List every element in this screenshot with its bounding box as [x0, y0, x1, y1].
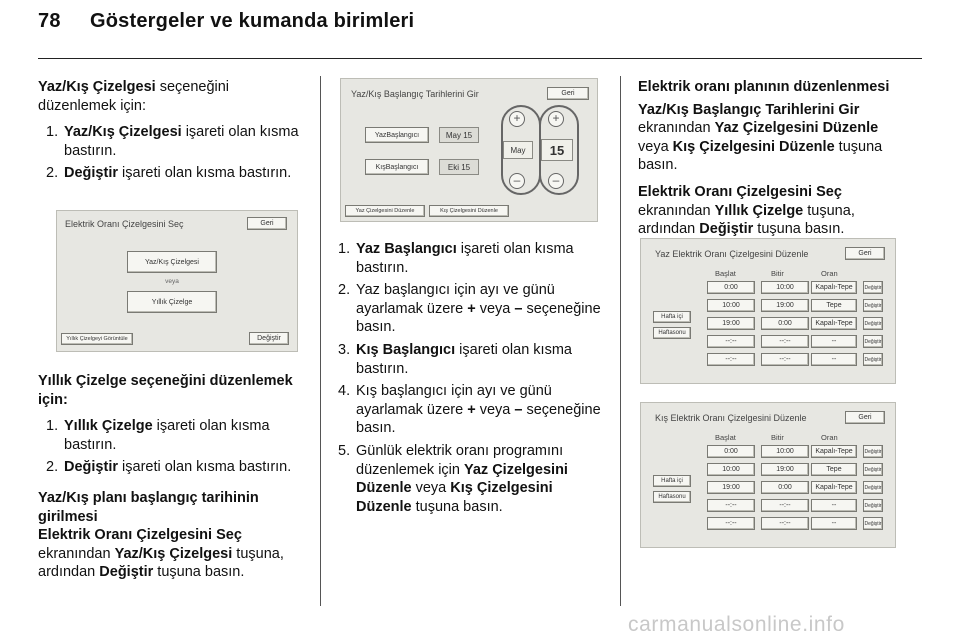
- screen-summer-winter-dates: [340, 78, 598, 222]
- paragraph: ekranından Yaz Çizelgesini Düzenle veya Kış Çizelgesini Düzenle tuşuna basın.: [638, 120, 883, 174]
- yearly-schedule-button[interactable]: Yıllık Çizelge: [127, 291, 217, 313]
- start-time-button[interactable]: 0:00: [707, 281, 755, 294]
- rate-button[interactable]: Kapalı-Tepe: [811, 445, 857, 458]
- weekday-button[interactable]: Hafta içi: [653, 475, 691, 487]
- back-button[interactable]: Geri: [845, 411, 885, 424]
- view-yearly-schedule-button[interactable]: Yıllık Çizelgeyi Görüntüle: [61, 333, 133, 345]
- rate-button[interactable]: --: [811, 499, 857, 512]
- steps-list-3: [338, 240, 606, 516]
- screen-summer-schedule-edit: [640, 238, 896, 384]
- screen-title: Kış Elektrik Oranı Çizelgesini Düzenle: [655, 413, 807, 423]
- month-plus-button[interactable]: +: [509, 111, 525, 127]
- row-edit-button[interactable]: Değiştir: [863, 481, 883, 494]
- column-divider-1: [320, 76, 321, 606]
- summer-start-button[interactable]: YazBaşlangıcı: [365, 127, 429, 143]
- row-edit-button[interactable]: Değiştir: [863, 499, 883, 512]
- column-header-rate: Oran: [821, 269, 838, 278]
- screen-name-heading: Elektrik Oranı Çizelgesini Seç: [38, 527, 242, 544]
- end-time-button[interactable]: 0:00: [761, 317, 809, 330]
- day-value: 15: [541, 139, 573, 161]
- edit-summer-schedule-button[interactable]: Yaz Çizelgesini Düzenle: [345, 205, 425, 217]
- end-time-button[interactable]: --:--: [761, 517, 809, 530]
- column-1-lower: [38, 372, 310, 590]
- rate-button[interactable]: Tepe: [811, 463, 857, 476]
- screen-title: Yaz Elektrik Oranı Çizelgesini Düzenle: [655, 249, 809, 259]
- rate-button[interactable]: --: [811, 517, 857, 530]
- month-value: May: [503, 141, 533, 159]
- rate-button[interactable]: Kapalı-Tepe: [811, 281, 857, 294]
- paragraph: ekranından Yıllık Çizelge tuşuna, ardından Değiştir tuşuna basın.: [638, 202, 855, 238]
- start-time-button[interactable]: --:--: [707, 353, 755, 366]
- list-item: 2. Değiştir işareti olan kısma bastırın.: [46, 459, 292, 476]
- column-header-end: Bitir: [771, 269, 784, 278]
- row-edit-button[interactable]: Değiştir: [863, 317, 883, 330]
- rate-button[interactable]: Kapalı-Tepe: [811, 317, 857, 330]
- start-time-button[interactable]: --:--: [707, 517, 755, 530]
- winter-start-value: Eki 15: [439, 159, 479, 175]
- edit-winter-schedule-button[interactable]: Kış Çizelgesini Düzenle: [429, 205, 509, 217]
- page-title: Göstergeler ve kumanda birimleri: [90, 10, 415, 32]
- back-button[interactable]: Geri: [247, 217, 287, 230]
- screen-name-heading: Elektrik Oranı Çizelgesini Seç: [638, 183, 842, 200]
- end-time-button[interactable]: --:--: [761, 335, 809, 348]
- list-item: 5. Günlük elektrik oranı programını düzenlemek için Yaz Çizelgesini Düzenle veya Kış Çizelgesini Düzenle tuşuna basın.: [338, 442, 568, 515]
- column-2: [338, 240, 606, 526]
- screen-name-heading: Yaz/Kış Başlangıç Tarihlerini Gir: [638, 101, 860, 118]
- section-heading: Yıllık Çizelge seçeneğini düzenlemek için:: [38, 373, 293, 408]
- list-item: 2. Değiştir işareti olan kısma bastırın.: [46, 165, 292, 182]
- back-button[interactable]: Geri: [547, 87, 589, 100]
- column-1: [38, 78, 310, 193]
- start-time-button[interactable]: 19:00: [707, 317, 755, 330]
- steps-list-2: [38, 417, 310, 477]
- end-time-button[interactable]: 19:00: [761, 299, 809, 312]
- column-divider-2: [620, 76, 621, 606]
- column-header-rate: Oran: [821, 433, 838, 442]
- column-header-end: Bitir: [771, 433, 784, 442]
- start-time-button[interactable]: --:--: [707, 335, 755, 348]
- row-edit-button[interactable]: Değiştir: [863, 463, 883, 476]
- section-heading: Elektrik oranı planının düzenlenmesi: [638, 79, 890, 95]
- weekend-button[interactable]: Haftasonu: [653, 327, 691, 339]
- summer-start-value: May 15: [439, 127, 479, 143]
- row-edit-button[interactable]: Değiştir: [863, 335, 883, 348]
- intro-text: seçeneğini düzenlemek için:: [38, 79, 230, 114]
- end-time-button[interactable]: 19:00: [761, 463, 809, 476]
- weekday-button[interactable]: Hafta içi: [653, 311, 691, 323]
- weekend-button[interactable]: Haftasonu: [653, 491, 691, 503]
- screen-title: Elektrik Oranı Çizelgesini Seç: [65, 219, 184, 229]
- screen-rate-schedule-select: [56, 210, 298, 352]
- start-time-button[interactable]: 10:00: [707, 299, 755, 312]
- list-item: 4. Kış başlangıcı için ayı ve günü ayarlamak üzere + veya – seçeneğine basın.: [338, 383, 601, 437]
- start-time-button[interactable]: 10:00: [707, 463, 755, 476]
- rate-button[interactable]: Tepe: [811, 299, 857, 312]
- list-item: 2. Yaz başlangıcı için ayı ve günü ayarlamak üzere + veya – seçeneğine basın.: [338, 282, 601, 336]
- page-number: 78: [38, 10, 61, 32]
- list-item: 1. Yaz/Kış Çizelgesi işareti olan kısma bastırın.: [46, 124, 299, 159]
- list-item: 3. Kış Başlangıcı işareti olan kısma bastırın.: [338, 341, 572, 377]
- rate-button[interactable]: --: [811, 353, 857, 366]
- intro-bold: Yaz/Kış Çizelgesi: [38, 79, 156, 95]
- watermark: carmanualsonline.info: [628, 613, 845, 636]
- section-heading: Yaz/Kış planı başlangıç tarihinin girilmesi: [38, 489, 259, 525]
- list-item: 1. Yaz Başlangıcı işareti olan kısma bastırın.: [338, 241, 574, 276]
- rate-button[interactable]: Kapalı-Tepe: [811, 481, 857, 494]
- row-edit-button[interactable]: Değiştir: [863, 353, 883, 366]
- edit-button[interactable]: Değiştir: [249, 332, 289, 345]
- screen-winter-schedule-edit: [640, 402, 896, 548]
- winter-start-button[interactable]: KışBaşlangıcı: [365, 159, 429, 175]
- row-edit-button[interactable]: Değiştir: [863, 445, 883, 458]
- or-label: veya: [165, 278, 179, 285]
- month-minus-button[interactable]: –: [509, 173, 525, 189]
- end-time-button[interactable]: 10:00: [761, 281, 809, 294]
- row-edit-button[interactable]: Değiştir: [863, 517, 883, 530]
- end-time-button[interactable]: 0:00: [761, 481, 809, 494]
- steps-list-1: [38, 123, 310, 183]
- start-time-button[interactable]: --:--: [707, 499, 755, 512]
- day-plus-button[interactable]: +: [548, 111, 564, 127]
- screen-title: Yaz/Kış Başlangıç Tarihlerini Gir: [351, 89, 479, 99]
- day-minus-button[interactable]: –: [548, 173, 564, 189]
- column-header-start: Başlat: [715, 269, 736, 278]
- end-time-button[interactable]: --:--: [761, 353, 809, 366]
- end-time-button[interactable]: --:--: [761, 499, 809, 512]
- rate-button[interactable]: --: [811, 335, 857, 348]
- page-header: [38, 10, 414, 33]
- row-edit-button[interactable]: Değiştir: [863, 299, 883, 312]
- header-rule: [38, 58, 922, 59]
- intro-paragraph: [38, 78, 310, 115]
- row-edit-button[interactable]: Değiştir: [863, 281, 883, 294]
- summer-winter-schedule-button[interactable]: Yaz/Kış Çizelgesi: [127, 251, 217, 273]
- back-button[interactable]: Geri: [845, 247, 885, 260]
- list-item: 1. Yıllık Çizelge işareti olan kısma bastırın.: [46, 418, 270, 453]
- column-3: [638, 78, 910, 247]
- end-time-button[interactable]: 10:00: [761, 445, 809, 458]
- paragraph: ekranından Yaz/Kış Çizelgesi tuşuna, ardından Değiştir tuşuna basın.: [38, 545, 284, 581]
- start-time-button[interactable]: 19:00: [707, 481, 755, 494]
- start-time-button[interactable]: 0:00: [707, 445, 755, 458]
- column-header-start: Başlat: [715, 433, 736, 442]
